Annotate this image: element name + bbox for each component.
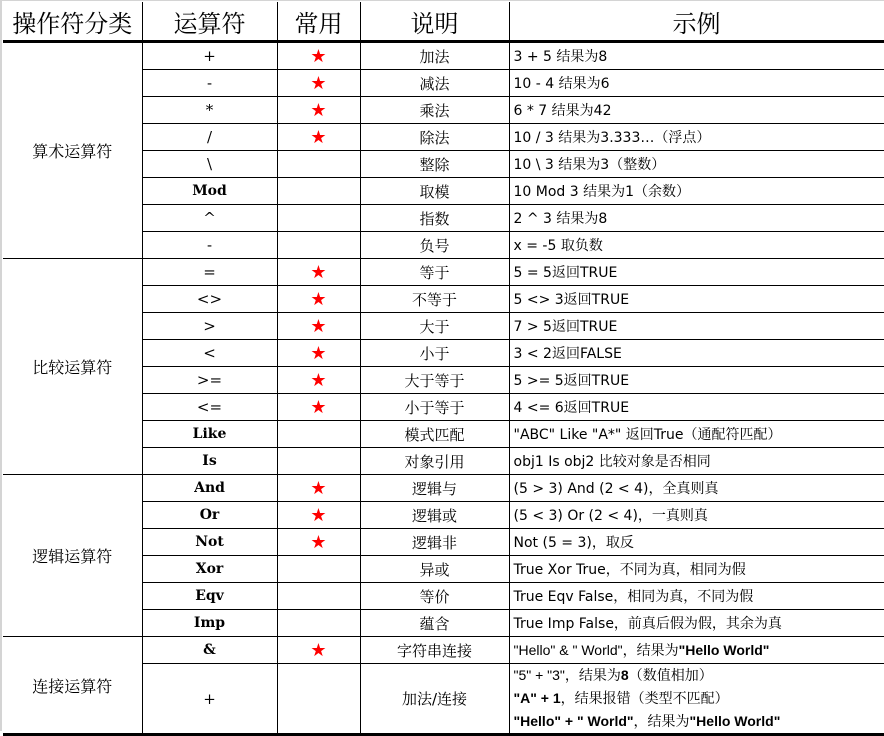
operator-cell[interactable]: Imp bbox=[142, 610, 277, 637]
example-cell[interactable]: 2 ^ 3 结果为8 bbox=[509, 205, 884, 232]
description-cell[interactable]: 大于等于 bbox=[360, 367, 509, 394]
category-comparison[interactable]: 比较运算符 bbox=[3, 259, 142, 475]
operator-cell[interactable]: Not bbox=[142, 529, 277, 556]
example-cell[interactable]: "ABC" Like "A*" 返回True（通配符匹配） bbox=[509, 421, 884, 448]
example-cell[interactable]: (5 > 3) And (2 < 4)，全真则真 bbox=[509, 475, 884, 502]
header-category[interactable]: 操作符分类 bbox=[3, 2, 142, 42]
operator-cell[interactable]: And bbox=[142, 475, 277, 502]
star-icon[interactable]: ★ bbox=[277, 70, 360, 97]
table-row bbox=[3, 637, 884, 664]
star-icon[interactable]: ★ bbox=[277, 637, 360, 664]
star-icon[interactable]: ★ bbox=[277, 367, 360, 394]
description-cell[interactable]: 乘法 bbox=[360, 97, 509, 124]
operator-cell[interactable]: >= bbox=[142, 367, 277, 394]
category-concatenation[interactable]: 连接运算符 bbox=[3, 637, 142, 735]
operator-cell[interactable]: & bbox=[142, 637, 277, 664]
example-cell[interactable] bbox=[509, 664, 884, 735]
description-cell[interactable]: 加法 bbox=[360, 42, 509, 70]
operator-cell[interactable]: + bbox=[142, 664, 277, 735]
description-cell[interactable]: 指数 bbox=[360, 205, 509, 232]
example-cell[interactable]: 10 / 3 结果为3.333…（浮点） bbox=[509, 124, 884, 151]
operator-table bbox=[3, 2, 884, 736]
table-row bbox=[3, 259, 884, 286]
description-cell[interactable]: 减法 bbox=[360, 70, 509, 97]
header-operator[interactable]: 运算符 bbox=[142, 2, 277, 42]
description-cell[interactable]: 小于 bbox=[360, 340, 509, 367]
star-icon[interactable]: ★ bbox=[277, 97, 360, 124]
table-row bbox=[3, 42, 884, 70]
description-cell[interactable]: 逻辑或 bbox=[360, 502, 509, 529]
common-cell-empty[interactable] bbox=[277, 610, 360, 637]
example-text: "5" + "3"，结果为 bbox=[513, 667, 621, 683]
star-icon[interactable]: ★ bbox=[277, 529, 360, 556]
operator-cell[interactable]: + bbox=[142, 42, 277, 70]
operator-cell[interactable]: Like bbox=[142, 421, 277, 448]
description-cell[interactable]: 不等于 bbox=[360, 286, 509, 313]
star-icon[interactable]: ★ bbox=[277, 475, 360, 502]
star-icon[interactable]: ★ bbox=[277, 124, 360, 151]
star-icon[interactable]: ★ bbox=[277, 286, 360, 313]
example-result-bold: "Hello World" bbox=[678, 642, 770, 658]
operator-cell[interactable]: <> bbox=[142, 286, 277, 313]
description-cell[interactable]: 对象引用 bbox=[360, 448, 509, 475]
example-line bbox=[514, 687, 884, 710]
common-cell-empty[interactable] bbox=[277, 556, 360, 583]
description-cell[interactable]: 大于 bbox=[360, 313, 509, 340]
operator-cell[interactable]: / bbox=[142, 124, 277, 151]
common-cell-empty[interactable] bbox=[277, 232, 360, 259]
example-cell[interactable]: True Imp False，前真后假为假，其余为真 bbox=[509, 610, 884, 637]
example-cell[interactable]: True Eqv False，相同为真，不同为假 bbox=[509, 583, 884, 610]
operator-cell[interactable]: Mod bbox=[142, 178, 277, 205]
star-icon[interactable]: ★ bbox=[277, 259, 360, 286]
common-cell-empty[interactable] bbox=[277, 664, 360, 735]
description-cell[interactable]: 除法 bbox=[360, 124, 509, 151]
operator-cell[interactable]: * bbox=[142, 97, 277, 124]
example-line bbox=[514, 664, 884, 687]
example-result-bold: 8 bbox=[620, 667, 629, 683]
header-example[interactable]: 示例 bbox=[509, 2, 884, 42]
example-cell[interactable]: 4 <= 6返回TRUE bbox=[509, 394, 884, 421]
operator-cell[interactable]: <= bbox=[142, 394, 277, 421]
star-icon[interactable]: ★ bbox=[277, 340, 360, 367]
description-cell[interactable]: 模式匹配 bbox=[360, 421, 509, 448]
category-arithmetic[interactable]: 算术运算符 bbox=[3, 42, 142, 259]
star-icon[interactable]: ★ bbox=[277, 313, 360, 340]
example-cell[interactable]: 3 < 2返回FALSE bbox=[509, 340, 884, 367]
example-text: "Hello" & " World"，结果为 bbox=[513, 642, 679, 658]
example-cell[interactable]: Not (5 = 3)，取反 bbox=[509, 529, 884, 556]
operator-cell[interactable]: Or bbox=[142, 502, 277, 529]
description-cell[interactable]: 整除 bbox=[360, 151, 509, 178]
example-text: （数值相加） bbox=[628, 667, 713, 683]
common-cell-empty[interactable] bbox=[277, 448, 360, 475]
example-cell[interactable]: 7 > 5返回TRUE bbox=[509, 313, 884, 340]
example-cell[interactable]: 10 Mod 3 结果为1（余数） bbox=[509, 178, 884, 205]
operator-cell[interactable]: = bbox=[142, 259, 277, 286]
header-description[interactable]: 说明 bbox=[360, 2, 509, 42]
operator-cell[interactable]: < bbox=[142, 340, 277, 367]
operator-cell[interactable]: > bbox=[142, 313, 277, 340]
example-expression-bold: "A" + 1 bbox=[513, 690, 561, 706]
common-cell-empty[interactable] bbox=[277, 178, 360, 205]
header-row bbox=[3, 2, 884, 42]
example-cell[interactable]: True Xor True，不同为真，相同为假 bbox=[509, 556, 884, 583]
common-cell-empty[interactable] bbox=[277, 205, 360, 232]
description-cell[interactable]: 取模 bbox=[360, 178, 509, 205]
description-cell[interactable]: 异或 bbox=[360, 556, 509, 583]
star-icon[interactable]: ★ bbox=[277, 394, 360, 421]
example-line bbox=[514, 710, 884, 733]
star-icon[interactable]: ★ bbox=[277, 502, 360, 529]
description-cell[interactable]: 逻辑与 bbox=[360, 475, 509, 502]
example-result-bold: "Hello World" bbox=[689, 713, 781, 729]
example-expression-bold: "Hello" + " World" bbox=[513, 713, 634, 729]
description-cell[interactable]: 字符串连接 bbox=[360, 637, 509, 664]
example-text: ，结果报错（类型不匹配） bbox=[560, 690, 729, 706]
example-cell[interactable]: obj1 Is obj2 比较对象是否相同 bbox=[509, 448, 884, 475]
common-cell-empty[interactable] bbox=[277, 583, 360, 610]
description-cell[interactable]: 负号 bbox=[360, 232, 509, 259]
table-row bbox=[3, 475, 884, 502]
example-cell[interactable]: x = -5 取负数 bbox=[509, 232, 884, 259]
description-cell[interactable]: 等价 bbox=[360, 583, 509, 610]
operator-cell[interactable]: - bbox=[142, 70, 277, 97]
operator-cell[interactable]: - bbox=[142, 232, 277, 259]
common-cell-empty[interactable] bbox=[277, 151, 360, 178]
operator-cell[interactable]: \ bbox=[142, 151, 277, 178]
description-cell[interactable]: 等于 bbox=[360, 259, 509, 286]
description-cell[interactable]: 蕴含 bbox=[360, 610, 509, 637]
example-cell[interactable]: 5 <> 3返回TRUE bbox=[509, 286, 884, 313]
header-common[interactable]: 常用 bbox=[277, 2, 360, 42]
operator-cell[interactable]: Is bbox=[142, 448, 277, 475]
operator-cell[interactable]: ^ bbox=[142, 205, 277, 232]
description-cell[interactable]: 逻辑非 bbox=[360, 529, 509, 556]
description-cell[interactable]: 小于等于 bbox=[360, 394, 509, 421]
example-text: ，结果为 bbox=[633, 713, 690, 729]
star-icon[interactable]: ★ bbox=[277, 42, 360, 70]
example-cell[interactable] bbox=[509, 637, 884, 664]
example-cell[interactable]: 3 + 5 结果为8 bbox=[509, 42, 884, 70]
example-cell[interactable]: 5 >= 5返回TRUE bbox=[509, 367, 884, 394]
operator-cell[interactable]: Xor bbox=[142, 556, 277, 583]
common-cell-empty[interactable] bbox=[277, 421, 360, 448]
description-cell[interactable]: 加法/连接 bbox=[360, 664, 509, 735]
example-cell[interactable]: 5 = 5返回TRUE bbox=[509, 259, 884, 286]
example-cell[interactable]: 10 \ 3 结果为3（整数） bbox=[509, 151, 884, 178]
category-logical[interactable]: 逻辑运算符 bbox=[3, 475, 142, 637]
operator-cell[interactable]: Eqv bbox=[142, 583, 277, 610]
example-cell[interactable]: 10 - 4 结果为6 bbox=[509, 70, 884, 97]
example-cell[interactable]: (5 < 3) Or (2 < 4)，一真则真 bbox=[509, 502, 884, 529]
example-cell[interactable]: 6 * 7 结果为42 bbox=[509, 97, 884, 124]
